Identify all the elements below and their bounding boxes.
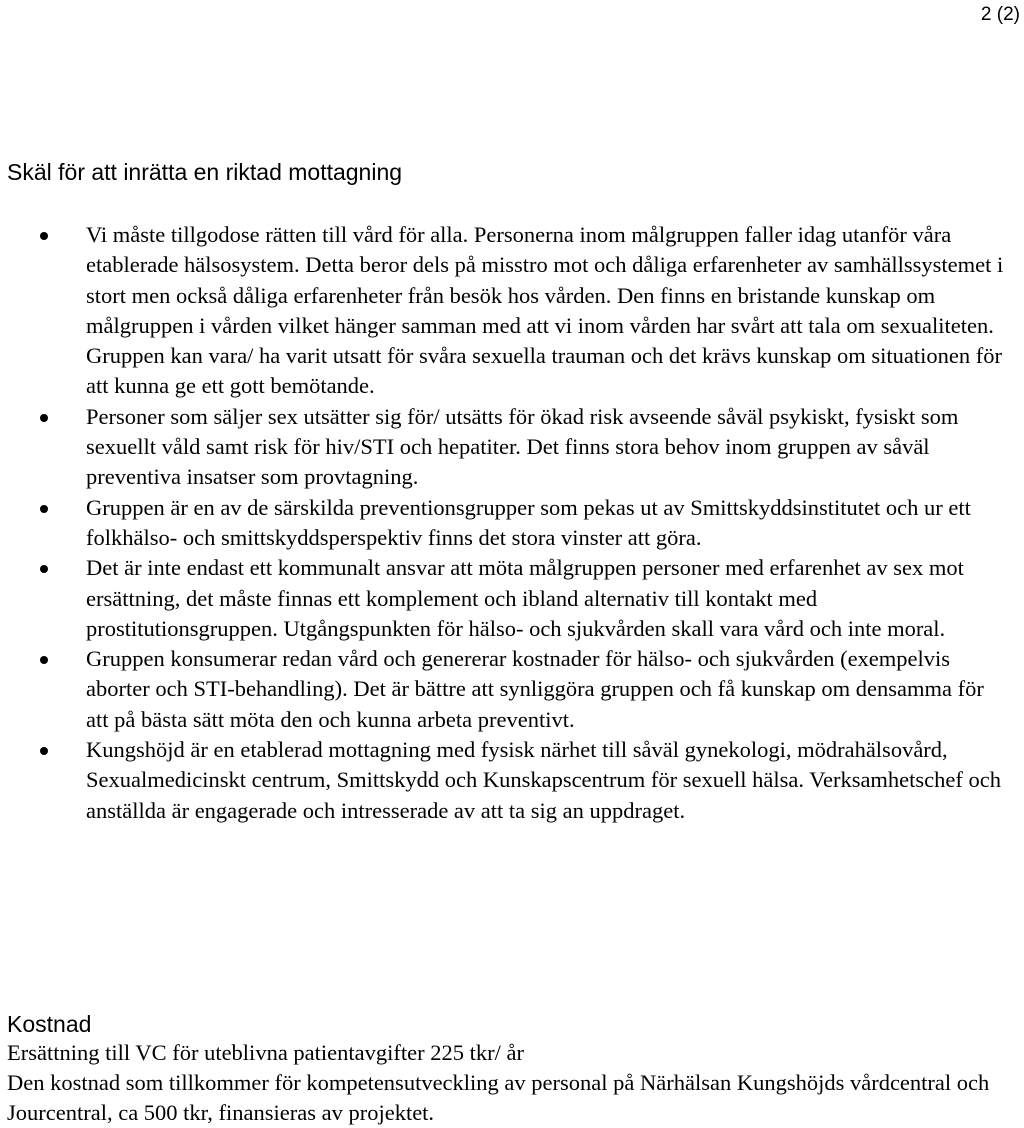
list-item-text: Personer som säljer sex utsätter sig för/ utsätts för ökad risk avseende såväl psykiskt, fysiskt som sexuellt våld samt risk för hiv/STI och hepatiter. Det finns stora behov inom gruppen av såväl preventiva insatser som provtagning. <box>86 403 959 490</box>
list-item-text: Kungshöjd är en etablerad mottagning med fysisk närhet till såväl gynekologi, mödrahälsovård, Sexualmedicinskt centrum, Smittskydd och Kunskapscentrum för sexuell hälsa. Verksamhetschef och anställda är engagerade och intresserade av att ta sig an uppdraget. <box>86 737 1002 823</box>
list-item-text: Vi måste tillgodose rätten till vård för alla. Personerna inom målgruppen faller idag utanför våra etablerade hälsosystem. Detta beror dels på misstro mot och dåliga erfarenheter av samhällssystemet i stort men också dåliga erfarenheter från besök hos vården. Den finns en bristande kunskap om målgruppen i vården vilket hänger samman med att vi inom vården har svårt att tala om sexualiteten. Gruppen kan vara/ ha varit utsatt för svåra sexuella trauman och det krävs kunskap om situationen för att kunna ge ett gott bemötande. <box>86 222 1004 399</box>
list-item <box>0 493 1024 554</box>
list-item <box>0 220 1024 402</box>
list-item-text: Det är inte endast ett kommunalt ansvar att möta målgruppen personer med erfarenhet av sex mot ersättning, det måste finnas ett komplement och ibland alternativ till kontakt med prostitutionsgruppen. Utgångspunkten för hälso- och sjukvården skall vara vård och inte moral. <box>86 555 964 641</box>
reasons-bullet-list <box>0 220 1024 826</box>
section-heading-cost: Kostnad <box>7 1011 92 1037</box>
bullet-icon <box>40 505 48 513</box>
list-item <box>0 402 1024 493</box>
section-heading-reasons: Skäl för att inrätta en riktad mottagning <box>7 159 403 185</box>
cost-body <box>7 1038 1014 1128</box>
cost-line: Den kostnad som tillkommer för kompetensutveckling av personal på Närhälsan Kungshöjds vårdcentral och Jourcentral, ca 500 tkr, finansieras av projektet. <box>7 1070 990 1125</box>
bullet-icon <box>40 232 48 240</box>
cost-line: Ersättning till VC för uteblivna patientavgifter 225 tkr/ år <box>7 1040 524 1065</box>
bullet-icon <box>40 565 48 573</box>
page-number: 2 (2) <box>980 4 1020 25</box>
bullet-icon <box>40 747 48 755</box>
list-item <box>0 553 1024 644</box>
bullet-icon <box>40 656 48 664</box>
list-item <box>0 735 1024 826</box>
list-item-text: Gruppen är en av de särskilda preventionsgrupper som pekas ut av Smittskyddsinstitutet och ur ett folkhälso- och smittskyddsperspektiv finns det stora vinster att göra. <box>86 494 971 550</box>
bullet-icon <box>40 414 48 422</box>
list-item-text: Gruppen konsumerar redan vård och genererar kostnader för hälso- och sjukvården (exempelvis aborter och STI-behandling). Det är bättre att synliggöra gruppen och få kunskap om densamma för att på bästa sätt möta den och kunna arbeta preventivt. <box>86 646 984 732</box>
list-item <box>0 644 1024 735</box>
